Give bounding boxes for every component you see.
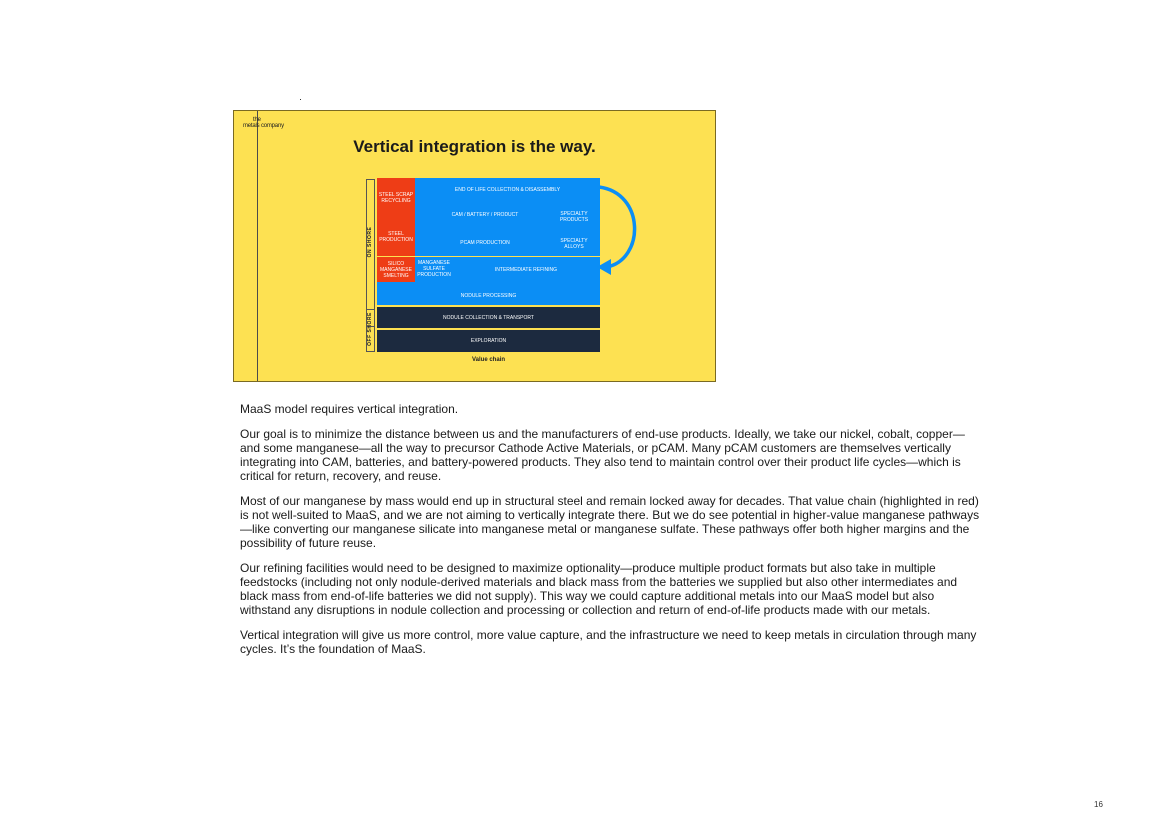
stray-dot	[300, 99, 301, 100]
specialty-alloys-label: SPECIALTY ALLOYS	[560, 238, 588, 250]
exploration-block: EXPLORATION	[377, 330, 600, 352]
paragraph: Most of our manganese by mass would end up in structural steel and remain locked away for decades. That value chain (highlighted in red) is not well-suited to MaaS, and we are not aiming to vertically integrate there. But we do see potential in higher-value manganese pathways—like converting our manganese silicate into manganese metal or manganese sulfate. These pathways offer both higher margins and the possibility of future reuse.	[240, 494, 980, 550]
slide-image	[233, 110, 716, 382]
cam-battery-label: CAM / BATTERY / PRODUCT	[451, 212, 519, 218]
silico-manganese-block: SILICO MANGANESE SMELTING	[377, 257, 415, 282]
paragraph: Vertical integration will give us more control, more value capture, and the infrastructure we need to keep metals in circulation through many cycles. It’s the foundation of MaaS.	[240, 628, 977, 656]
specialty-products-label: SPECIALTY PRODUCTS	[559, 211, 589, 223]
offshore-label: OFF SHORE	[367, 312, 373, 346]
intermediate-refining-label: INTERMEDIATE REFINING	[494, 267, 558, 273]
company-logo: the metals company	[243, 117, 284, 129]
steel-production-label: STEEL PRODUCTION	[379, 230, 413, 243]
paragraph: Our refining facilities would need to be designed to maximize optionality—produce multiple product formats but also take in multiple feedstocks (including not only nodule-derived materials and black mass from the batteries we supplied but also other intermediates and black mass from end-of-life batteries we did not supply). This way we could capture additional metals into our MaaS model but also withstand any disruptions in nodule collection and processing or collection and return of end-of-life products made with our metals.	[240, 561, 958, 617]
slide-title: Vertical integration is the way.	[353, 137, 596, 156]
onshore-label: ON SHORE	[367, 226, 373, 258]
manganese-sulfate-label: MANGANESE SULFATE PRODUCTION	[417, 260, 451, 278]
body-text	[240, 402, 980, 667]
value-chain-label: Value chain	[471, 357, 505, 363]
paragraph: Our goal is to minimize the distance between us and the manufacturers of end-use products. Ideally, we take our nickel, cobalt, copper—and some manganese—all the way to precursor Cathode Active Materials, or pCAM. Many pCAM customers are themselves vertically integrating into CAM, batteries, and battery-powered products. They also tend to maintain control over their product life cycles—which is critical for return, recovery, and reuse.	[240, 427, 965, 483]
page-number: 16	[1094, 800, 1103, 809]
pcam-label: PCAM PRODUCTION	[460, 240, 510, 246]
return-arrow-icon	[593, 183, 649, 279]
paragraph: MaaS model requires vertical integration.	[240, 402, 459, 416]
nodule-processing-label: NODULE PROCESSING	[460, 293, 517, 299]
steel-scrap-label: STEEL SCRAP RECYCLING	[378, 191, 414, 204]
end-of-life-label: END OF LIFE COLLECTION & DISASSEMBLY	[454, 187, 561, 193]
nodule-collection-block: NODULE COLLECTION & TRANSPORT	[377, 307, 600, 328]
steel-column	[377, 178, 415, 256]
